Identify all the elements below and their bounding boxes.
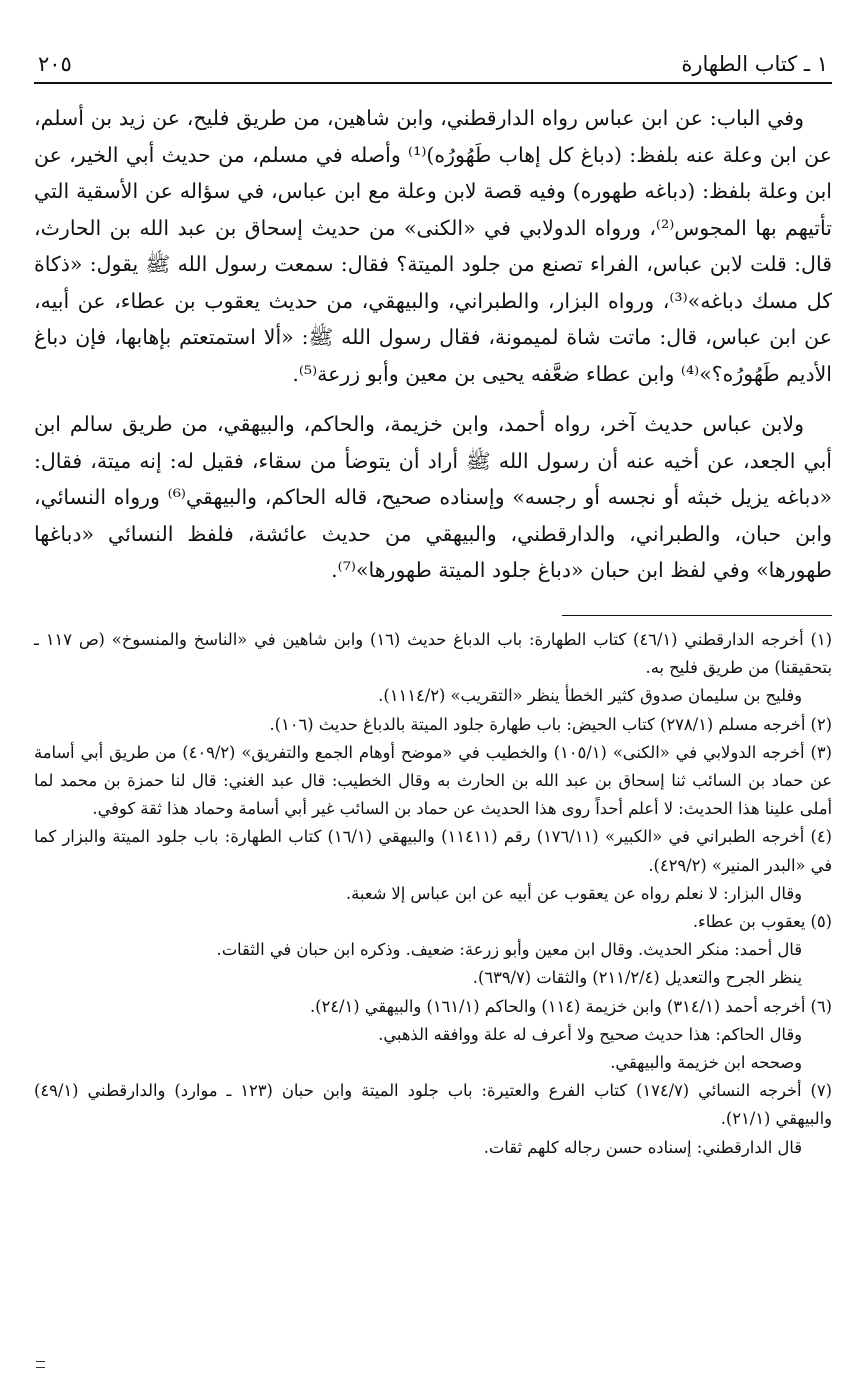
- main-paragraph: [34, 100, 832, 392]
- paragraph-text: وفي الباب: عن ابن عباس رواه الدارقطني، وابن شاهين، من طريق فليح، عن زيد بن أسلم، عن ابن وعلة عنه بلفظ: (دباغ كل إهاب طَهُورُه)⁽¹⁾ وأصله في مسلم، من حديث أبي الخير، عن ابن وعلة بلفظ: (دباغه طهوره) وفيه قصة لابن وعلة مع ابن عباس، في سؤاله عن الأسقية التي تأتيهم بها المجوس⁽²⁾، ورواه الدولابي في «الكنى» من حديث إسحاق بن عبد الله بن الحارث، قال: قلت لابن عباس، الفراء تصنع من جلود الميتة؟ فقال: سمعت رسول الله ﷺ يقول: «ذكاة كل مسك دباغه»⁽³⁾، ورواه البزار، والطبراني، والبيهقي، من حديث يعقوب بن عطاء، عن أبيه، عن ابن عباس، قال: ماتت شاة لميمونة، فقال رسول الله ﷺ: «ألا استمتعتم بإهابها، فإن دباغ الأديم طَهُورُه؟»⁽⁴⁾ وابن عطاء ضعَّفه يحيى بن معين وأبو زرعة⁽⁵⁾.: [34, 106, 832, 386]
- book-page: [34, 52, 832, 1162]
- footnote: (٧) أخرجه النسائي (١٧٤/٧) كتاب الفرع والعتيرة: باب جلود الميتة وابن حبان (١٢٣ ـ موارد) والدارقطني (٤٩/١) والبيهقي (٢١/١).: [34, 1081, 832, 1129]
- footnote: (١) أخرجه الدارقطني (٤٦/١) كتاب الطهارة: باب الدباغ حديث (١٦) وابن شاهين في «الناسخ والمنسوخ» (ص ١١٧ ـ بتحقيقنا) من طريق فليح به.: [34, 630, 833, 678]
- running-header: [34, 52, 832, 82]
- footnote-separator: [562, 615, 832, 617]
- paragraph-text: ولابن عباس حديث آخر، رواه أحمد، وابن خزيمة، والحاكم، والبيهقي، من طريق سالم ابن أبي الجعد، عن أخيه عنه أن رسول الله ﷺ أراد أن يتوضأ من سقاء، فقيل له: إنه ميتة، فقال: «دباغه يزيل خبثه أو نجسه أو رجسه» وإسناده صحيح، قاله الحاكم، والبيهقي⁽⁶⁾ ورواه النسائي، وابن حبان، والطبراني، والدارقطني، والبيهقي من حديث عائشة، فلفظ النسائي «دباغها طهورها» وفي لفظ ابن حبان «دباغ جلود الميتة طهورها»⁽⁷⁾.: [34, 412, 832, 582]
- header-rule: [34, 82, 832, 84]
- footnote-continuation: وقال البزار: لا نعلم رواه عن يعقوب عن أبيه عن ابن عباس إلا شعبة.: [345, 883, 802, 903]
- footnote-continuation: قال الدارقطني: إسناده حسن رجاله كلهم ثقات.: [483, 1137, 802, 1157]
- footnote: (٦) أخرجه أحمد (٣١٤/١) وابن خزيمة (١١٤) والحاكم (١٦١/١) والبيهقي (٢٤/١).: [310, 996, 832, 1016]
- footnote: (٥) يعقوب بن عطاء.: [692, 912, 832, 932]
- continuation-mark: [36, 1361, 45, 1368]
- footnote: (٢) أخرجه مسلم (٢٧٨/١) كتاب الحيض: باب طهارة جلود الميتة بالدباغ حديث (١٠٦).: [269, 714, 832, 734]
- main-paragraph: [34, 406, 832, 589]
- footnote: (٣) أخرجه الدولابي في «الكنى» (١٠٥/١) والخطيب في «موضح أوهام الجمع والتفريق» (٤٠٩/٢) من طريق أبي أسامة عن حماد بن السائب ثنا إسحاق بن عبد الله بن الحارث به وقال الخطيب: قال عبد الغني: قال لنا حمزة بن محمد لما أملى علينا هذا الحديث: لا أعلم أحداً روى هذا الحديث عن حماد بن السائب غير أبي أسامة وحماد هذا ثقة كوفي.: [34, 742, 832, 819]
- footnote-continuation: وقال الحاكم: هذا حديث صحيح ولا أعرف له علة ووافقه الذهبي.: [378, 1024, 802, 1044]
- footnote-continuation: وصححه ابن خزيمة والبيهقي.: [610, 1053, 802, 1073]
- page-number: ٢٠٥: [38, 52, 72, 76]
- footnote-continuation: ينظر الجرح والتعديل (٢١١/٢/٤) والثقات (٦٣٩/٧).: [472, 968, 802, 988]
- footnote: (٤) أخرجه الطبراني في «الكبير» (١٧٦/١١) رقم (١١٤١١) والبيهقي (١٦/١) كتاب الطهارة: باب جلود الميتة والبزار كما في «البدر المنير» (٤٢٩/٢).: [34, 827, 832, 875]
- footnote-continuation: وفليح بن سليمان صدوق كثير الخطأ ينظر «التقريب» (١١١٤/٢).: [378, 686, 802, 706]
- footnotes: [34, 626, 832, 1162]
- footnote-continuation: قال أحمد: منكر الحديث. وقال ابن معين وأبو زرعة: ضعيف. وذكره ابن حبان في الثقات.: [216, 940, 802, 960]
- chapter-title: ١ ـ كتاب الطهارة: [681, 52, 828, 76]
